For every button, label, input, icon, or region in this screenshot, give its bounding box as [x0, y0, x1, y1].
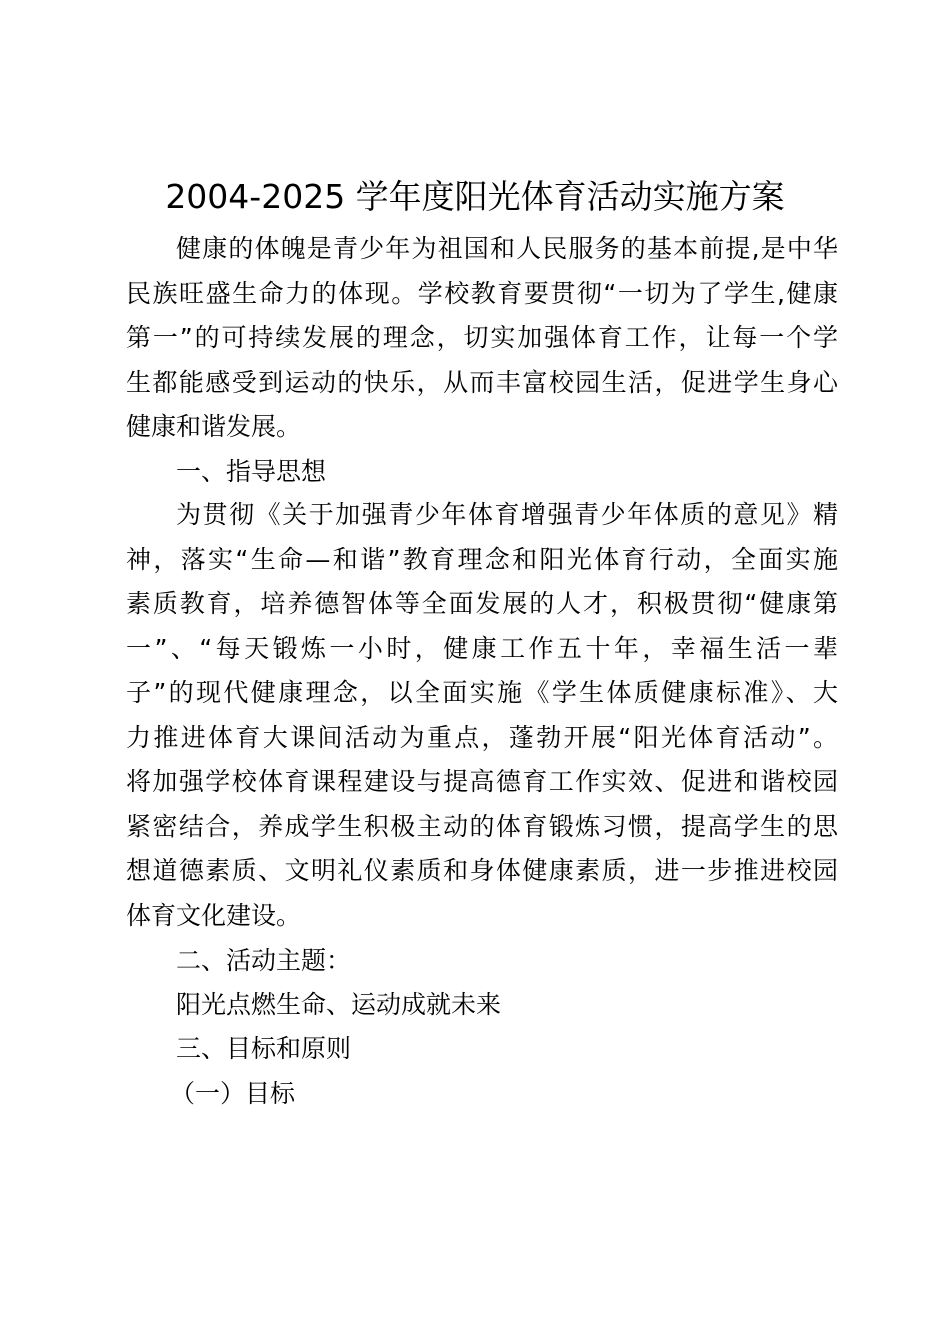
- intro-line: 第一”的可持续发展的理念，切实加强体育工作，让每一个学: [126, 323, 838, 352]
- paragraph-line: 力推进体育大课间活动为重点，蓬勃开展“阳光体育活动”。: [126, 722, 838, 752]
- guiding-ideology-paragraph: [126, 493, 838, 938]
- paragraph-line: 子”的现代健康理念，以全面实施《学生体质健康标准》、大: [126, 678, 838, 707]
- paragraph-line: 将加强学校体育课程建设与提高德育工作实效、促进和谐校园: [126, 767, 838, 796]
- intro-line: 健康和谐发展。: [126, 412, 302, 441]
- paragraph-line: 为贯彻《关于加强青少年体育增强青少年体质的意见》精: [176, 500, 838, 529]
- intro-line: 健康的体魄是青少年为祖国和人民服务的基本前提,是中华: [176, 234, 838, 263]
- paragraph-line: 紧密结合，养成学生积极主动的体育锻炼习惯，提高学生的思: [126, 811, 838, 841]
- paragraph-line: 神，落实“生命—和谐”教育理念和阳光体育行动，全面实施: [126, 544, 838, 574]
- intro-line: 生都能感受到运动的快乐，从而丰富校园生活，促进学生身心: [126, 367, 838, 397]
- intro-line: 民族旺盛生命力的体现。学校教育要贯彻“一切为了学生,健康: [126, 278, 838, 308]
- activity-theme-text: 阳光点燃生命、运动成就未来: [176, 990, 502, 1019]
- paragraph-line: 一”、“每天锻炼一小时，健康工作五十年，幸福生活一辈: [126, 633, 838, 663]
- section-heading-goals-principles: 三、目标和原则: [176, 1034, 352, 1063]
- subsection-heading-goals: （一）目标: [170, 1079, 296, 1108]
- paragraph-line: 素质教育，培养德智体等全面发展的人才，积极贯彻“健康第: [126, 589, 838, 618]
- section-heading-activity-theme: 二、活动主题：: [176, 946, 352, 975]
- section-heading-guiding-ideology: 一、指导思想: [176, 457, 327, 486]
- paragraph-line: 体育文化建设。: [126, 900, 302, 930]
- intro-paragraph: [126, 227, 838, 450]
- document-title: 2004-2025 学年度阳光体育活动实施方案: [165, 177, 785, 216]
- paragraph-line: 想道德素质、文明礼仪素质和身体健康素质，进一步推进校园: [126, 856, 838, 885]
